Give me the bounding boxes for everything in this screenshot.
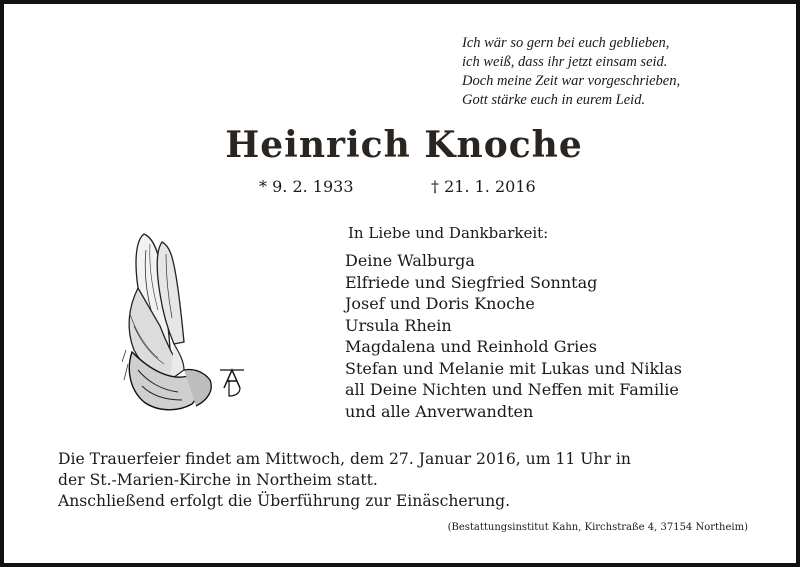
deceased-name: Heinrich Knoche: [225, 124, 583, 166]
poem-line: Gott stärke euch in eurem Leid.: [462, 92, 646, 108]
list-item: Ursula Rhein: [345, 315, 452, 335]
birth-date: * 9. 2. 1933: [259, 177, 354, 196]
mourners-list: [345, 250, 785, 422]
service-line: Die Trauerfeier findet am Mittwoch, dem 27. Januar 2016, um 11 Uhr in: [58, 450, 631, 468]
list-item: Magdalena und Reinhold Gries: [345, 337, 597, 356]
funeral-home-note: (Bestattungsinstitut Kahn, Kirchstraße 4, 37154 Northeim): [447, 522, 748, 533]
list-item: Stefan und Melanie mit Lukas und Niklas: [345, 358, 683, 378]
list-item: Josef und Doris Knoche: [345, 294, 535, 313]
list-item: Deine Walburga: [345, 251, 475, 270]
poem-line: Doch meine Zeit war vorgeschrieben,: [462, 73, 681, 89]
service-line: Anschließend erfolgt die Überführung zur Einäscherung.: [58, 492, 511, 510]
praying-hands-icon: [122, 230, 252, 416]
poem-line: ich weiß, dass ihr jetzt einsam seid.: [462, 54, 668, 70]
service-details: [58, 449, 778, 512]
service-line: der St.-Marien-Kirche in Northeim statt.: [58, 471, 378, 489]
poem-line: Ich wär so gern bei euch geblieben,: [462, 35, 670, 51]
thanks-intro: In Liebe und Dankbarkeit:: [348, 224, 549, 242]
list-item: und alle Anverwandten: [345, 401, 534, 421]
death-date: † 21. 1. 2016: [431, 177, 536, 196]
monogram: [220, 370, 244, 396]
poem: [462, 34, 762, 110]
list-item: all Deine Nichten und Neffen mit Familie: [345, 380, 679, 399]
list-item: Elfriede und Siegfried Sonntag: [345, 272, 598, 292]
